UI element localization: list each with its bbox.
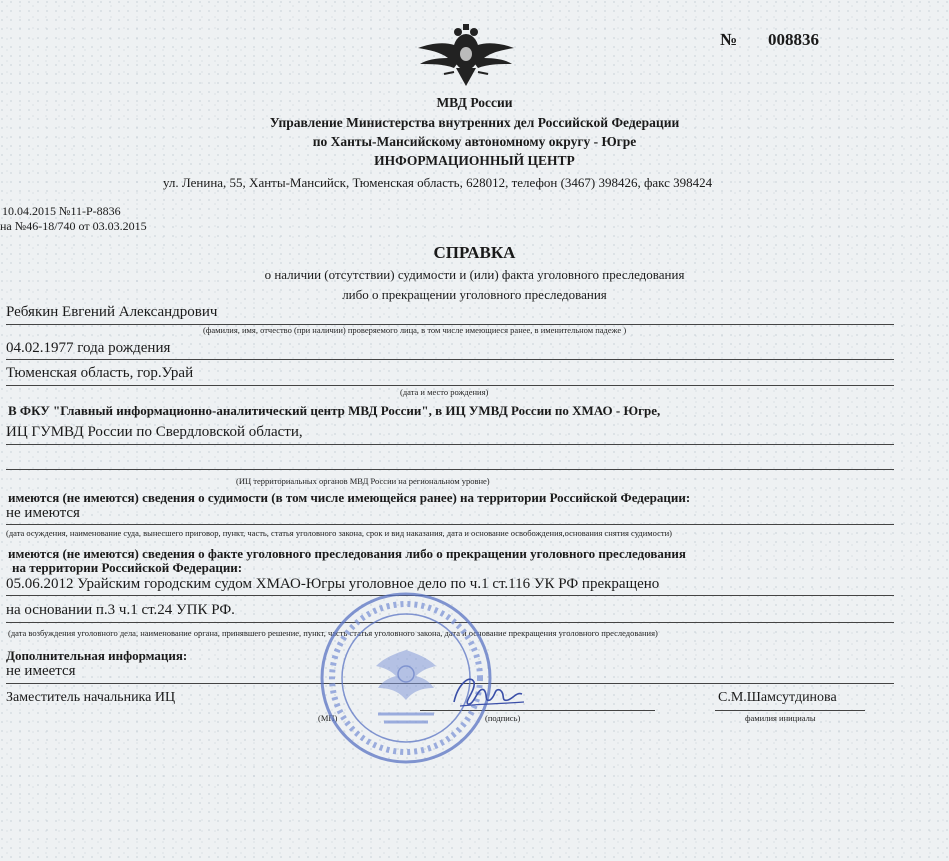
org-line-3: по Ханты-Мансийскому автономному округу - Югре	[312, 134, 637, 149]
document-number: 008836	[768, 30, 819, 49]
prosecution-heading-2: на территории Российской Федерации:	[12, 560, 243, 575]
prosecution-caption: (дата возбуждения уголовного дела, наименование органа, принявшего решение, пункт, часть статья уголовного закона, дата и основание прекращения уголовного преследования)	[8, 628, 658, 638]
divider	[6, 524, 894, 525]
mvd-emblem	[414, 22, 518, 90]
divider	[6, 444, 894, 445]
sign-caption: (подпись)	[485, 713, 521, 723]
document-number-sign: №	[720, 30, 738, 49]
ref-line-1: 10.04.2015 №11-Р-8836	[2, 204, 121, 218]
signer-caption: фамилия инициалы	[745, 713, 816, 723]
prosecution-value-2: на основании п.3 ч.1 ст.24 УПК РФ.	[6, 602, 235, 618]
org-line-1: МВД России	[436, 95, 513, 110]
convictions-caption: (дата осуждения, наименование суда, вынесшего приговор, пункт, часть, статья уголовного закона, срок и вид наказания, дата и основание освобождения,основания снятия судимости)	[6, 528, 672, 538]
sources-caption: (ИЦ территориальных органов МВД России на региональном уровне)	[236, 476, 490, 486]
org-line-2: Управление Министерства внутренних дел Российской Федерации	[269, 115, 680, 130]
org-address: ул. Ленина, 55, Ханты-Мансийск, Тюменская область, 628012, телефон (3467) 398426, факс 398424	[163, 175, 713, 190]
sources-line-2: ИЦ ГУМВД России по Свердловской области,	[6, 424, 303, 440]
doc-subtitle-1: о наличии (отсутствии) судимости и (или) факта уголовного преследования	[264, 267, 685, 282]
convictions-heading: имеются (не имеются) сведения о судимости (в том числе имеющейся ранее) на территории Российской Федерации:	[8, 490, 691, 505]
additional-heading: Дополнительная информация:	[6, 648, 188, 663]
additional-value: не имеется	[6, 663, 76, 679]
ref-line-2: на №46-18/740 от 03.03.2015	[0, 219, 147, 233]
convictions-value: не имеются	[6, 505, 80, 521]
sources-line-1: В ФКУ "Главный информационно-аналитический центр МВД России", в ИЦ УМВД России по ХМАО - Югре,	[8, 403, 661, 418]
prosecution-value-1: 05.06.2012 Урайским городским судом ХМАО-Югры уголовное дело по ч.1 ст.116 УК РФ прекращено	[6, 576, 660, 592]
person-birthplace: Тюменская область, гор.Урай	[6, 365, 194, 381]
person-birth-caption: (дата и место рождения)	[400, 387, 489, 397]
doc-title: СПРАВКА	[433, 243, 516, 262]
divider	[6, 469, 894, 470]
mp-caption: (МП)	[318, 713, 338, 723]
person-name: Ребякин Евгений Александрович	[6, 304, 218, 320]
handwritten-signature	[448, 668, 528, 716]
doc-subtitle-2: либо о прекращении уголовного преследования	[342, 287, 607, 302]
prosecution-heading-1: имеются (не имеются) сведения о факте уголовного преследования либо о прекращении уголовного преследования	[8, 546, 686, 561]
divider	[6, 385, 894, 386]
signature-position: Заместитель начальника ИЦ	[6, 690, 176, 705]
signer-name: С.М.Шамсутдинова	[718, 690, 837, 705]
org-line-4: ИНФОРМАЦИОННЫЙ ЦЕНТР	[374, 153, 575, 168]
divider	[6, 359, 894, 360]
person-birthdate: 04.02.1977 года рождения	[6, 340, 171, 356]
signer-line	[715, 710, 865, 711]
person-name-caption: (фамилия, имя, отчество (при наличии) проверяемого лица, в том числе имеющиеся ранее, в именительном падеже )	[203, 325, 627, 335]
